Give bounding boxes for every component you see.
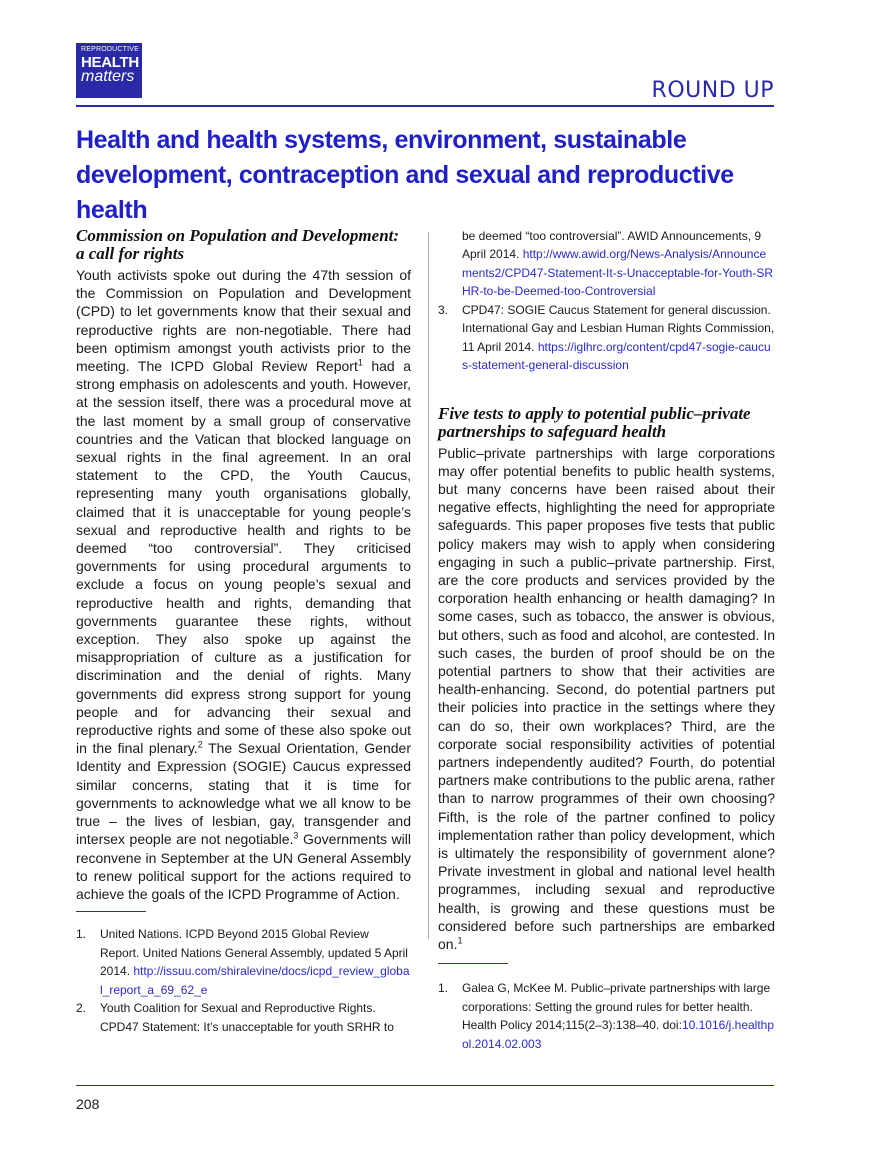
column-divider — [428, 232, 429, 939]
footnote-link[interactable]: https://iglhrc.org/content/cpd47-sogie-caucus-statement-general-discussion — [462, 339, 771, 372]
footnote-item — [438, 301, 775, 375]
footnote-number: 1. — [76, 927, 87, 942]
article2-title: Five tests to apply to potential public–private partnerships to safeguard health — [438, 403, 751, 441]
footnote-text: Galea G, McKee M. Public–private partnerships with large corporations: Setting the ground rules for better health. Health Policy 2014;115(2–3):138–40. doi:10.1016/j.healthpol.2014.02.003 — [462, 981, 775, 1051]
footnote-item — [76, 925, 411, 999]
footnote-number: 2. — [76, 1001, 87, 1016]
logo-line-3: matters — [81, 68, 135, 85]
footnote-rule — [76, 911, 146, 912]
footnote-number: 3. — [438, 302, 449, 317]
logo-line-2: HEALTH — [81, 54, 139, 71]
footnote-number — [438, 227, 462, 301]
footer-rule — [76, 1085, 774, 1086]
article1-footnotes — [76, 925, 411, 1036]
footnote-item — [438, 979, 775, 1053]
footnote-item — [438, 227, 775, 301]
footnote-link[interactable]: http://www.awid.org/News-Analysis/Announcements2/CPD47-Statement-It-s-Unacceptable-for-Youth-SRHR-to-be-Deemed-too-Controversial — [462, 247, 774, 298]
footnote-link[interactable]: http://issuu.com/shiralevine/docs/icpd_review_global_report_a_69_62_e — [100, 964, 410, 997]
header-rule — [76, 105, 774, 107]
article1-body: Youth activists spoke out during the 47th session of the Commission on Population and Development (CPD) to let governments know that their sexual and reproductive rights are non-negotiable. There had been optimism amongst youth activists prior to the meeting. The ICPD Global Review Report$^1$ had a strong emphasis on adolescents and youth. However, at the session itself, there was a procedural move at the last moment by a small group of conservative countries and the Vatican that blocked language on sexual rights in the final agreement. In an oral statement to the CPD, the Youth Caucus, representing many youth organisations globally, claimed that it is unacceptable for young people’s sexual and reproductive health and rights to be deemed “too controversial”. They criticised governments for using procedural arguments to exclude a focus on young people’s sexual and reproductive health and rights, demanding that governments guarantee these rights, without exception. They also spoke up against the misappropriation of culture as a justification for discrimination and the denial of rights. Many governments did express strong support for young people and for advancing their sexual and reproductive rights and some of these also spoke out in the final plenary.$^2$ The Sexual Orientation, Gender Identity and Expression (SOGIE) Caucus expressed similar concerns, stating that it is time for governments to acknowledge what we all know to be true – the lives of lesbian, gay, transgender and intersex people are not negotiable.$^3$ Governments will reconvene in September at the UN General Assembly to renew political support for the actions required to achieve the goals of the ICPD Programme of Action. — [76, 267, 411, 902]
logo-line-1: REPRODUCTIVE — [81, 46, 140, 53]
footnote-link[interactable]: 10.1016/j.healthpol.2014.02.003 — [462, 1018, 775, 1051]
footnote-text: Youth Coalition for Sexual and Reproductive Rights. CPD47 Statement: It’s unacceptable for youth SRHR to — [100, 1001, 394, 1034]
article1-title: Commission on Population and Development: a call for rights — [76, 226, 400, 263]
right-column — [438, 227, 775, 1053]
footnote-text: CPD47: SOGIE Caucus Statement for general discussion. International Gay and Lesbian Human Rights Commission, 11 April 2014. https://iglhrc.org/content/cpd47-sogie-caucus-statement-general-discussion — [462, 302, 775, 372]
page-title: Health and health systems, environment, sustainable development, contraception and sexual and reproductive health — [76, 126, 734, 224]
footnote-item — [76, 999, 411, 1036]
page-number: 208 — [76, 1096, 100, 1112]
article2-footnotes — [438, 979, 775, 1053]
journal-logo — [76, 43, 142, 98]
section-label: ROUND UP — [651, 78, 774, 103]
footnote-text: be deemed “too controversial”. AWID Announcements, 9 April 2014. http://www.awid.org/News-Analysis/Announcements2/CPD47-Statement-It-s-Unacceptable-for-Youth-SRHR-to-be-Deemed-too-Controversial — [462, 228, 774, 298]
article1-footnotes-cont — [438, 227, 775, 375]
article2-body: Public–private partnerships with large corporations may offer potential benefits to public health systems, but many concerns have been raised about their negative effects, highlighting the need for appropriate safeguards. This paper proposes five tests that public policy makers may wish to apply when considering engaging in such a public–private partnership. First, are the core products and services provided by the corporation health enhancing or health damaging? In some cases, such as tobacco, the answer is obvious, but others, such as food and alcohol, are contested. In such cases, the burden of proof should be on the potential partners to show that their activities are health-enhancing. Second, do potential partners put their policies into practice in the settings where they can do so, their own workplaces? Third, are the corporate social responsibility activities of potential partners independently audited? Fourth, do potential partners make contributions to the public arena, rather than to narrow programmes of their own choosing? Fifth, is the role of the partner confined to policy implementation rather than policy development, which is ultimately the responsibility of government alone? Private investment in global and national level health programmes, including sexual and reproductive health, is growing and these questions must be considered before such partnerships are embarked on.$^1$ — [438, 444, 775, 952]
left-column — [76, 227, 411, 1036]
footnote-number: 1. — [438, 981, 449, 996]
footnote-rule-2 — [438, 963, 508, 964]
footnote-text: United Nations. ICPD Beyond 2015 Global Review Report. United Nations General Assembly, updated 5 April 2014. http://issuu.com/shiralevine/docs/icpd_review_global_report_a_69_62_e — [100, 927, 410, 997]
